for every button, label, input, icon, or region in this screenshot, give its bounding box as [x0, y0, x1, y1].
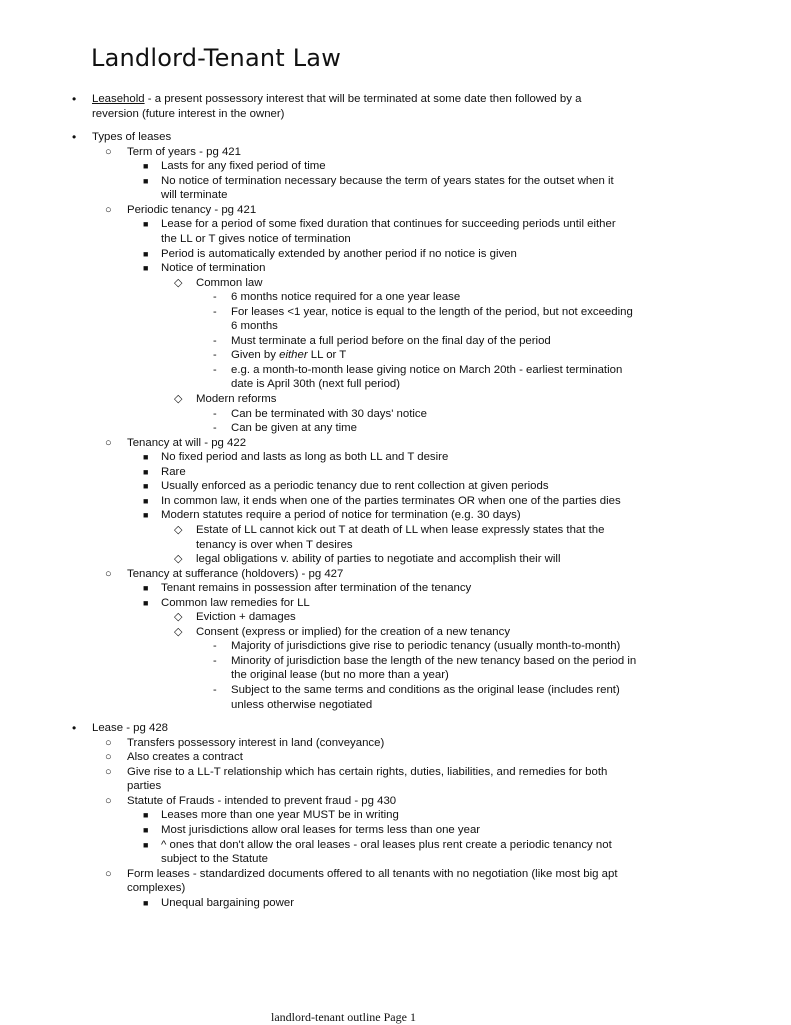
outline-item-line: [231, 377, 400, 391]
outline-item-line: [196, 552, 561, 566]
outline-item-line: [161, 838, 612, 852]
level-3-diamond-bullet-icon: ◇: [174, 276, 183, 289]
outline-text: Common law: [196, 276, 263, 289]
outline-item-line: [161, 823, 480, 837]
outline-text: Notice of termination: [161, 262, 266, 275]
outline-item-line: [196, 538, 353, 552]
outline-text: Unequal bargaining power: [161, 896, 294, 909]
emphasis-text: either: [279, 349, 308, 362]
level-2-square-bullet-icon: ■: [143, 161, 149, 172]
outline-text: Statute of Frauds - intended to prevent fraud - pg 430: [127, 794, 397, 807]
level-1-circle-bullet-icon: ○: [105, 867, 112, 880]
outline-item-line: [127, 436, 246, 450]
outline-item-line: [161, 581, 471, 595]
level-4-dash-bullet-icon: -: [213, 684, 217, 696]
outline-text: Types of leases: [92, 131, 172, 144]
outline-item-line: [127, 779, 161, 793]
level-4-dash-bullet-icon: -: [213, 349, 217, 362]
outline-text: Modern statutes require a period of notice for termination (e.g. 30 days): [161, 509, 521, 522]
outline-item-line: [231, 698, 372, 712]
outline-item-line: [196, 276, 262, 290]
level-2-square-bullet-icon: ■: [143, 810, 149, 821]
level-3-diamond-bullet-icon: ◇: [174, 393, 183, 405]
outline-text: Leases more than one year MUST be in writing: [161, 809, 399, 822]
outline-item-line: [127, 881, 185, 895]
outline-text: date is April 30th (next full period): [231, 378, 401, 391]
outline-item-line: [161, 479, 549, 493]
outline-item-line: [161, 465, 186, 479]
outline-item-line: [231, 305, 633, 319]
level-2-square-bullet-icon: ■: [143, 219, 149, 230]
level-2-square-bullet-icon: ■: [143, 248, 149, 259]
level-2-square-bullet-icon: ■: [143, 839, 149, 850]
outline-item-line: [161, 808, 399, 822]
outline-item-line: [127, 765, 607, 779]
outline-text: Usually enforced as a periodic tenancy due to rent collection at given periods: [161, 480, 549, 493]
outline-item-line: [161, 261, 265, 275]
outline-text: 6 months notice required for a one year lease: [231, 291, 461, 304]
outline-text: - a present possessory interest that will be terminated at some date then followed by a: [144, 93, 582, 105]
outline-item-line: [127, 750, 243, 764]
level-4-dash-bullet-icon: -: [213, 305, 217, 318]
level-4-dash-bullet-icon: -: [213, 363, 217, 376]
outline-item-line: [161, 852, 268, 866]
outline-text: reversion (future interest in the owner): [92, 107, 285, 120]
outline-item-line: [127, 145, 241, 159]
level-4-dash-bullet-icon: -: [213, 422, 217, 435]
outline-text: Rare: [161, 465, 186, 478]
outline-item-line: [196, 392, 276, 406]
level-1-circle-bullet-icon: ○: [105, 736, 112, 749]
outline-text: Modern reforms: [196, 393, 277, 405]
outline-item-line: [231, 683, 620, 697]
level-4-dash-bullet-icon: -: [213, 640, 217, 653]
level-3-diamond-bullet-icon: ◇: [174, 553, 183, 566]
level-1-circle-bullet-icon: ○: [105, 751, 112, 764]
level-2-square-bullet-icon: ■: [143, 466, 149, 477]
level-3-diamond-bullet-icon: ◇: [174, 523, 183, 536]
outline-item-line: [231, 334, 551, 348]
outline-item-line: [231, 348, 346, 362]
outline-item-line: [127, 794, 396, 808]
outline-text: Tenant remains in possession after termination of the tenancy: [161, 582, 472, 595]
page-footer: landlord-tenant outline Page 1: [271, 1010, 416, 1024]
level-2-square-bullet-icon: ■: [143, 583, 149, 594]
level-2-square-bullet-icon: ■: [143, 495, 149, 506]
outline-text: Tenancy at sufferance (holdovers) - pg 427: [127, 567, 344, 580]
outline-text: Period is automatically extended by another period if no notice is given: [161, 247, 517, 260]
outline-item-line: [231, 290, 460, 304]
outline-item-line: [196, 523, 604, 537]
level-0-bullet-icon: •: [72, 92, 77, 106]
outline-text: legal obligations v. ability of parties to negotiate and accomplish their will: [196, 553, 561, 566]
level-3-diamond-bullet-icon: ◇: [174, 611, 183, 624]
level-4-dash-bullet-icon: -: [213, 654, 217, 667]
outline-item-line: [92, 721, 168, 735]
outline-item-line: [161, 494, 621, 508]
page-title: Landlord-Tenant Law: [91, 44, 342, 72]
outline-text: No fixed period and lasts as long as both LL and T desire: [161, 451, 449, 464]
level-1-circle-bullet-icon: ○: [105, 765, 112, 778]
level-4-dash-bullet-icon: -: [213, 291, 217, 304]
outline-text: Eviction + damages: [196, 611, 296, 624]
outline-item-line: [161, 508, 521, 522]
outline-text: Give rise to a LL-T relationship which has certain rights, duties, liabilities, and remedies for both: [127, 765, 608, 778]
outline-text: Lease - pg 428: [92, 722, 168, 735]
level-2-square-bullet-icon: ■: [143, 510, 149, 521]
level-1-circle-bullet-icon: ○: [105, 794, 112, 807]
level-2-square-bullet-icon: ■: [143, 481, 149, 492]
outline-text: complexes): [127, 882, 186, 895]
outline-text: the original lease (but no more than a year): [231, 669, 449, 682]
outline-text: Form leases - standardized documents offered to all tenants with no negotiation (like most big apt: [127, 867, 618, 880]
outline-item-line: [127, 203, 256, 217]
outline-item-line: [92, 130, 171, 144]
level-2-square-bullet-icon: ■: [143, 597, 149, 608]
outline-text: LL or T: [307, 349, 347, 362]
term-leasehold: Leasehold: [92, 93, 145, 105]
outline-text: parties: [127, 780, 162, 793]
outline-text: e.g. a month-to-month lease giving notice on March 20th - earliest termination: [231, 363, 623, 376]
outline-item-line: [161, 188, 227, 202]
outline-item-line: [127, 736, 384, 750]
level-0-bullet-icon: •: [72, 721, 77, 736]
outline-text: Subject to the same terms and conditions as the original lease (includes rent): [231, 684, 620, 696]
level-2-square-bullet-icon: ■: [143, 263, 149, 274]
outline-text: Term of years - pg 421: [127, 145, 241, 158]
outline-item-line: [127, 567, 343, 581]
outline-text: In common law, it ends when one of the parties terminates OR when one of the parties dies: [161, 494, 621, 507]
outline-text: will terminate: [161, 189, 228, 202]
outline-item-line: [231, 363, 622, 377]
level-0-bullet-icon: •: [72, 130, 77, 145]
level-3-diamond-bullet-icon: ◇: [174, 625, 183, 638]
outline-item-line: [231, 654, 636, 668]
outline-text: tenancy is over when T desires: [196, 538, 353, 551]
level-1-circle-bullet-icon: ○: [105, 436, 112, 449]
level-4-dash-bullet-icon: -: [213, 334, 217, 347]
outline-item-line: [92, 92, 581, 106]
outline-text: the LL or T gives notice of termination: [161, 232, 351, 245]
outline-text: Minority of jurisdiction base the length of the new tenancy based on the period in: [231, 654, 637, 667]
outline-item-line: [161, 247, 517, 261]
level-1-circle-bullet-icon: ○: [105, 203, 112, 216]
outline-item-line: [231, 421, 357, 435]
outline-item-line: [161, 596, 310, 610]
outline-item-line: [161, 174, 614, 188]
level-1-circle-bullet-icon: ○: [105, 567, 112, 580]
outline-text: Most jurisdictions allow oral leases for terms less than one year: [161, 823, 481, 836]
outline-text: Also creates a contract: [127, 751, 243, 764]
outline-text: Lasts for any fixed period of time: [161, 160, 326, 173]
outline-item-line: [92, 107, 284, 121]
outline-item-line: [127, 867, 618, 881]
level-2-square-bullet-icon: ■: [143, 897, 149, 908]
outline-item-line: [231, 319, 278, 333]
outline-text: Can be terminated with 30 days' notice: [231, 407, 427, 420]
outline-item-line: [161, 232, 351, 246]
outline-text: Estate of LL cannot kick out T at death of LL when lease expressly states that the: [196, 523, 605, 536]
outline-text: Transfers possessory interest in land (conveyance): [127, 736, 385, 749]
outline-item-line: [161, 159, 326, 173]
outline-item-line: [231, 407, 427, 421]
outline-text: Common law remedies for LL: [161, 596, 310, 609]
level-1-circle-bullet-icon: ○: [105, 145, 112, 158]
level-2-square-bullet-icon: ■: [143, 175, 149, 186]
outline-text: Given by: [231, 349, 280, 362]
level-2-square-bullet-icon: ■: [143, 452, 149, 463]
outline-text: Consent (express or implied) for the creation of a new tenancy: [196, 625, 511, 638]
outline-text: Periodic tenancy - pg 421: [127, 203, 257, 216]
outline-text: unless otherwise negotiated: [231, 698, 373, 711]
outline-item-line: [231, 668, 449, 682]
level-2-square-bullet-icon: ■: [143, 824, 149, 835]
outline-item-line: [161, 217, 616, 231]
outline-text: Can be given at any time: [231, 422, 358, 435]
outline-text: Lease for a period of some fixed duration that continues for succeeding periods until either: [161, 218, 616, 231]
outline-text: No notice of termination necessary because the term of years states for the outset when it: [161, 174, 614, 187]
outline-text: Must terminate a full period before on the final day of the period: [231, 334, 551, 347]
outline-item-line: [161, 896, 294, 910]
outline-item-line: [196, 610, 296, 624]
outline-text: subject to the Statute: [161, 853, 269, 866]
outline-item-line: [231, 639, 620, 653]
outline-text: Majority of jurisdictions give rise to periodic tenancy (usually month-to-month): [231, 640, 621, 653]
outline-text: ^ ones that don't allow the oral leases - oral leases plus rent create a periodic tenancy not: [161, 838, 612, 851]
outline-text: 6 months: [231, 320, 278, 333]
outline-item-line: [196, 625, 510, 639]
outline-item-line: [161, 450, 448, 464]
level-4-dash-bullet-icon: -: [213, 407, 217, 420]
outline-text: For leases <1 year, notice is equal to the length of the period, but not exceeding: [231, 305, 633, 318]
outline-text: Tenancy at will - pg 422: [127, 436, 247, 449]
